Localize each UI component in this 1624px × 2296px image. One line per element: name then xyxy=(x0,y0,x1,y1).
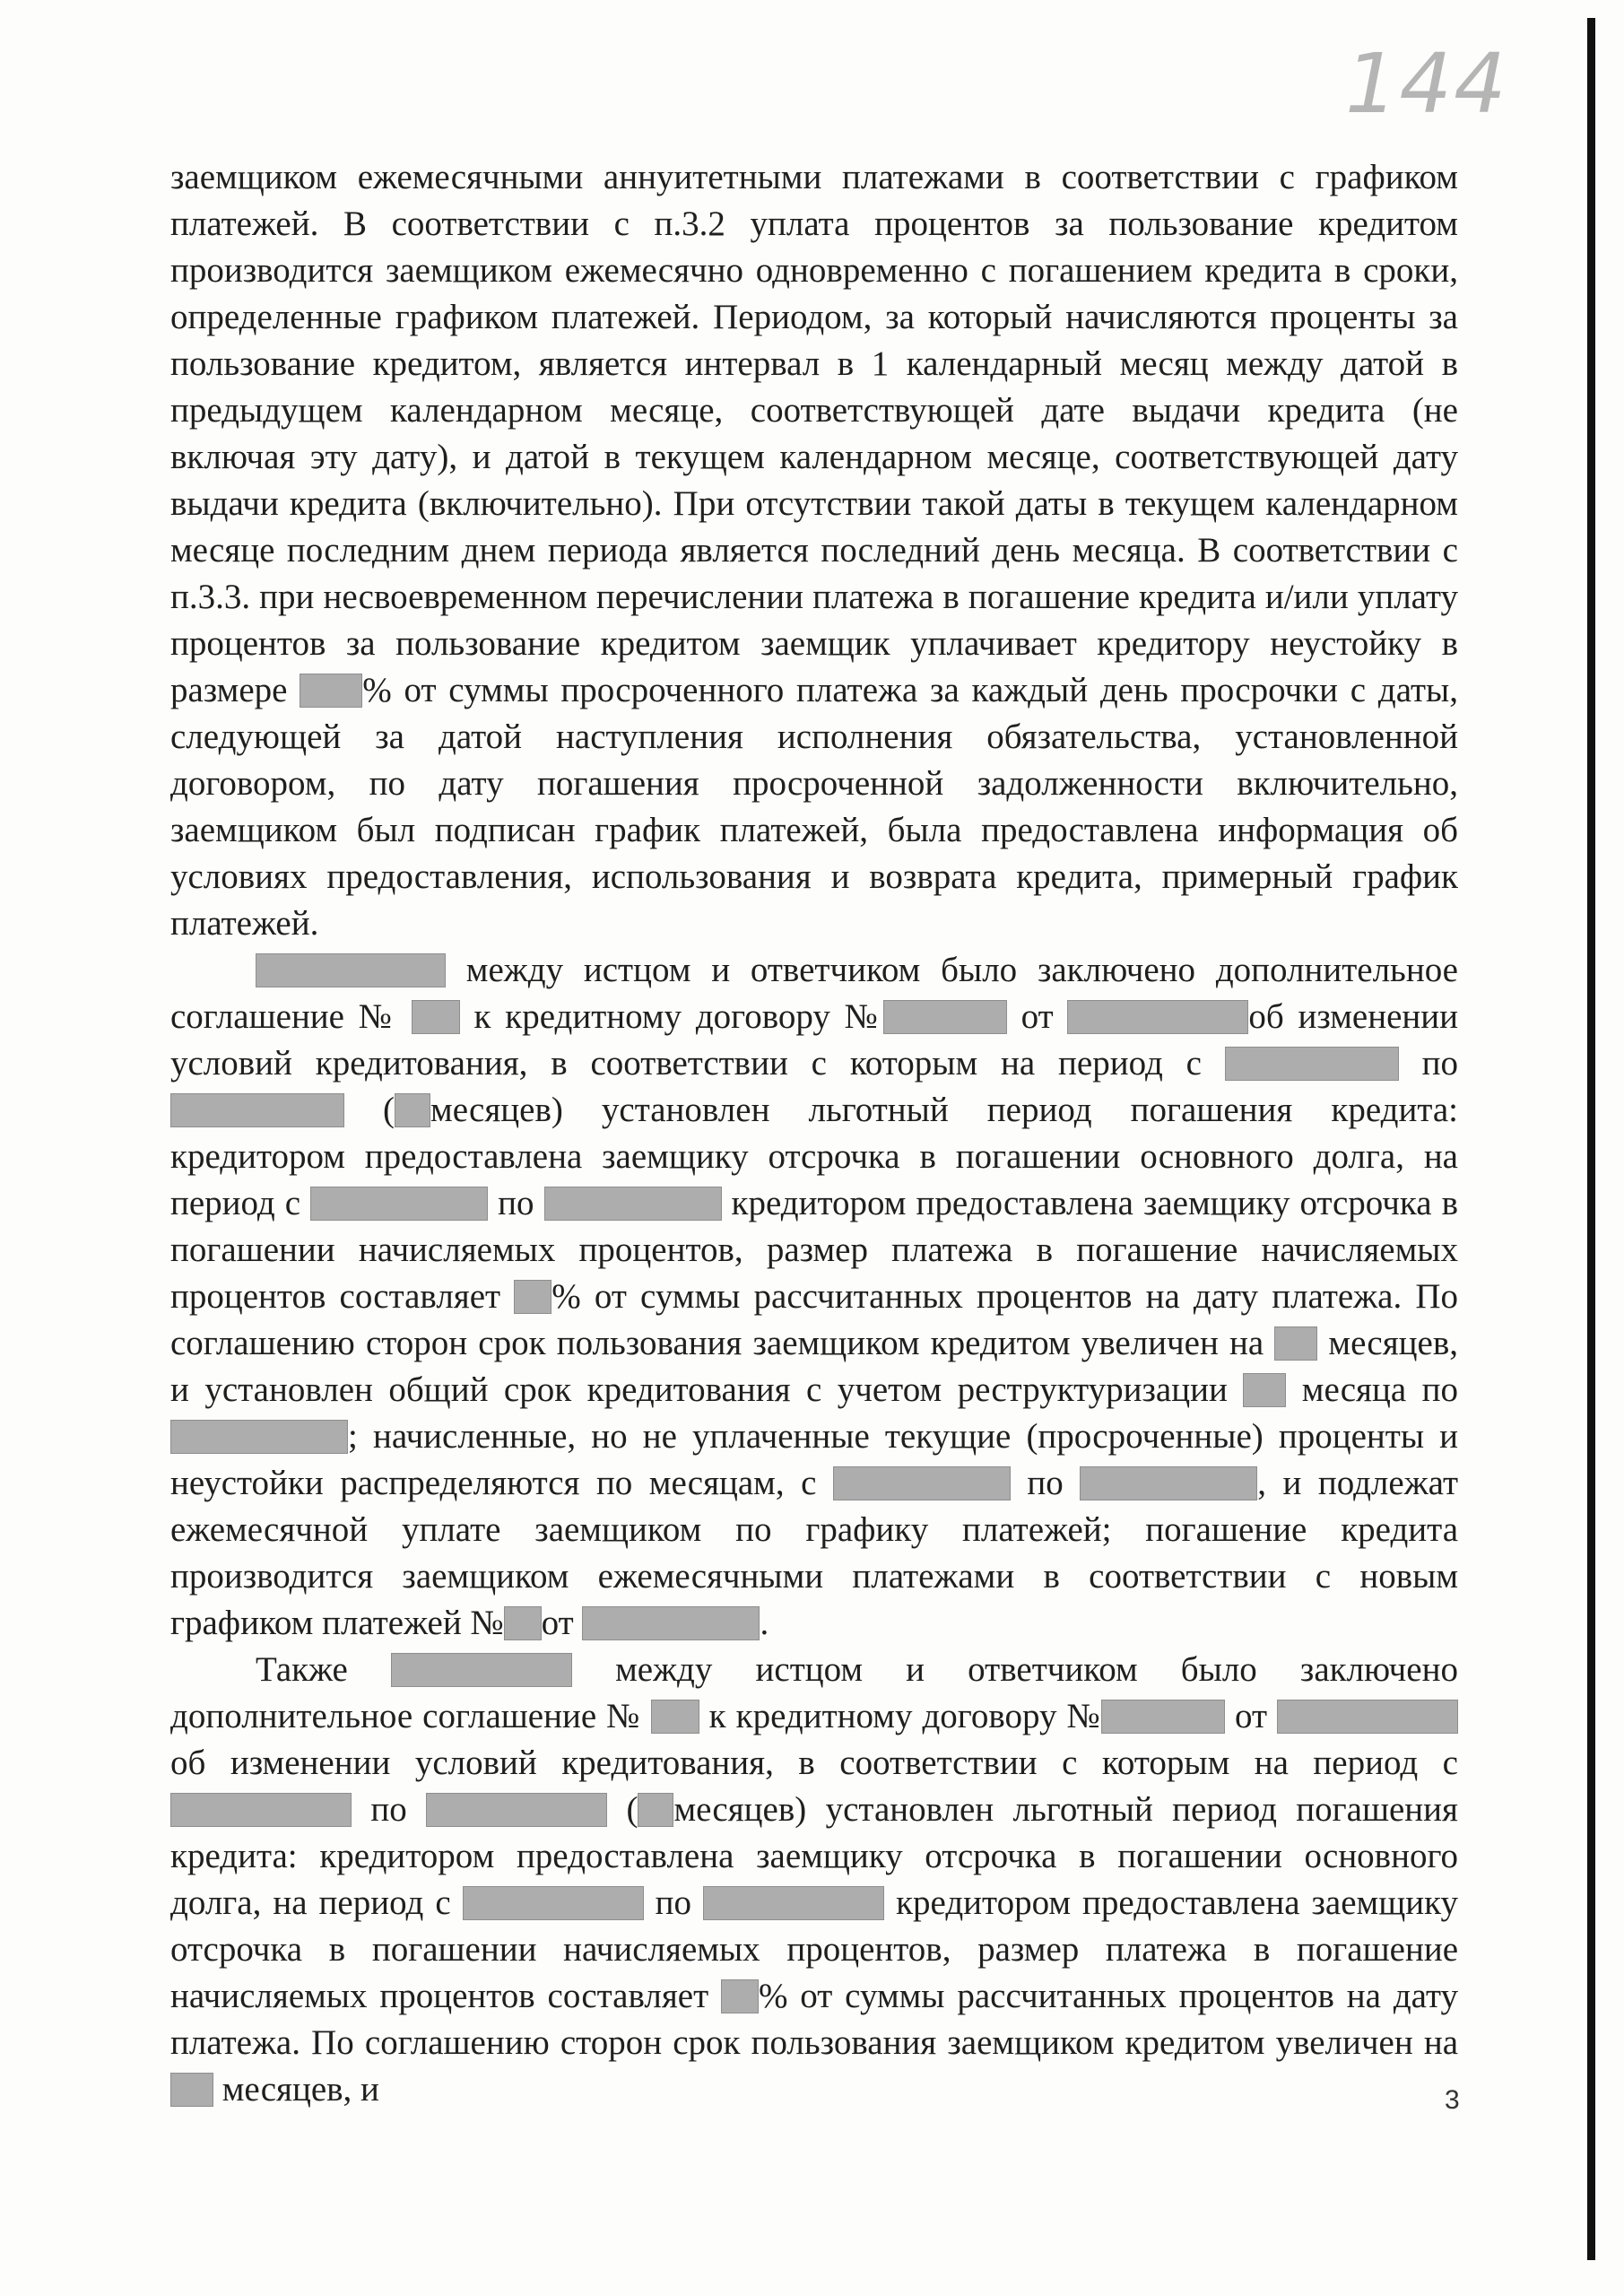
paragraph-text: кредитором предоставлена заемщику отсрочка в погашении начисляемых процентов, размер платежа в погашение начисляемых процентов составляет xyxy=(170,1883,1459,2015)
redaction-block xyxy=(391,1653,572,1687)
handwritten-page-mark: 144 xyxy=(1345,36,1508,132)
paragraph-text: между истцом и ответчиком было заключено дополнительное соглашение № xyxy=(170,1650,1458,1735)
redaction-block xyxy=(463,1886,644,1920)
redaction-block xyxy=(1225,1047,1399,1081)
redaction-block xyxy=(544,1187,722,1221)
paragraph-text: к кредитному договору № xyxy=(699,1697,1101,1735)
paragraph-text: ( xyxy=(607,1790,638,1829)
paragraph-text: заемщиком ежемесячными аннуитетными платежами в соответствии с графиком платежей. В соответствии с п.3.2 уплата процентов за пользование кредитом производится заемщиком ежемесячно одновременно с погашением кредита в сроки, определенные графиком платежей. Периодом, за который начисляются проценты за пользование кредитом, является интервал в 1 календарный месяц между датой в предыдущем календарном месяце, соответствующей дате выдачи кредита (не включая эту дату), и датой в текущем календарном месяце, соответствующей дату выдачи кредита (включительно). При отсутствии такой даты в текущем календарном месяце последним днем периода является последний день месяца. В соответствии с п.3.3. при несвоевременном перечислении платежа в погашение кредита и/или уплату процентов за пользование кредитом заемщик уплачивает кредитору неустойку в размере xyxy=(170,158,1458,709)
paragraph-text: % от суммы рассчитанных процентов на дату платежа. По соглашению сторон срок пользования заемщиком кредитом увеличен на xyxy=(170,1277,1458,1362)
paragraph-text: от xyxy=(541,1604,583,1642)
paragraph-text: кредитором предоставлена заемщику отсрочка в погашении начисляемых процентов, размер платежа в погашение начисляемых процентов составляет xyxy=(170,1184,1458,1316)
paragraph xyxy=(170,947,1458,1647)
redaction-block xyxy=(638,1793,673,1827)
paragraph-text: месяцев) установлен льготный период погашения кредита: кредитором предоставлена заемщику отсрочка в погашении основного долга, на период с xyxy=(170,1790,1458,1922)
redaction-block xyxy=(504,1606,542,1640)
redaction-block xyxy=(651,1700,699,1734)
redaction-block xyxy=(1243,1373,1286,1407)
paragraph-text: по xyxy=(488,1184,544,1222)
paragraph-text: по xyxy=(1010,1464,1081,1502)
paragraph-text: месяца по xyxy=(1286,1370,1458,1409)
paragraph xyxy=(170,154,1458,947)
paragraph-text: месяцев) установлен льготный период погашения кредита: кредитором предоставлена заемщику отсрочка в погашении основного долга, на период с xyxy=(170,1091,1458,1222)
redaction-block xyxy=(170,2073,213,2107)
redaction-block xyxy=(395,1093,430,1127)
paragraph-text: по xyxy=(643,1883,704,1922)
paragraph-text: к кредитному договору № xyxy=(459,997,883,1036)
redaction-block xyxy=(1274,1326,1317,1361)
redaction-block xyxy=(256,953,446,987)
redaction-block xyxy=(170,1793,352,1827)
paragraph-text: от xyxy=(1006,997,1068,1036)
redaction-block xyxy=(170,1093,344,1127)
paragraph-text: об изменении условий кредитования, в соответствии с которым на период с xyxy=(170,997,1459,1083)
paragraph xyxy=(170,1647,1458,2113)
paragraph-text: ; начисленные, но не уплаченные текущие (просроченные) проценты и неустойки распределяются по месяцам, с xyxy=(170,1417,1458,1502)
redaction-block xyxy=(721,1979,759,2013)
paragraph-text: от xyxy=(1224,1697,1278,1735)
redaction-block xyxy=(1277,1700,1458,1734)
redaction-block xyxy=(1080,1466,1257,1500)
redaction-block xyxy=(1067,1000,1248,1034)
paragraph-text: % от суммы просроченного платежа за каждый день просрочки с даты, следующей за датой наступления исполнения обязательства, установленной договором, по дату погашения просроченной задолженности включительно, заемщиком был подписан график платежей, была предоставлена информация об условиях предоставления, использования и возврата кредита, примерный график платежей. xyxy=(170,671,1458,943)
redaction-block xyxy=(703,1886,884,1920)
redaction-block xyxy=(514,1280,551,1314)
redaction-block xyxy=(426,1793,607,1827)
paragraph-text: . xyxy=(760,1604,769,1642)
paragraph-text: ( xyxy=(344,1091,395,1129)
redaction-block xyxy=(833,1466,1011,1500)
paragraph-text: месяцев, и xyxy=(213,2070,379,2109)
paragraph-text: по xyxy=(352,1790,427,1829)
paragraph-text: месяцев, и установлен общий срок кредитования с учетом реструктуризации xyxy=(170,1324,1458,1409)
redaction-block xyxy=(883,1000,1007,1034)
page-number: 3 xyxy=(1445,2085,1460,2115)
document-body xyxy=(170,154,1458,2113)
page-edge-shadow xyxy=(1587,18,1595,2260)
paragraph-text: об изменении условий кредитования, в соответствии с которым на период с xyxy=(170,1744,1458,1782)
paragraph-text: между истцом и ответчиком было заключено дополнительное соглашение № xyxy=(170,951,1458,1036)
paragraph-text: по xyxy=(1398,1044,1459,1083)
redaction-block xyxy=(310,1187,488,1221)
paragraph-text: , и подлежат ежемесячной уплате заемщиком по графику платежей; погашение кредита производится заемщиком ежемесячными платежами в соответствии с новым графиком платежей № xyxy=(170,1464,1458,1642)
redaction-block xyxy=(412,1000,460,1034)
redaction-block xyxy=(300,674,362,708)
redaction-block xyxy=(170,1420,348,1454)
redaction-block xyxy=(1101,1700,1225,1734)
paragraph-text: Также xyxy=(256,1650,391,1689)
redaction-block xyxy=(582,1606,760,1640)
paragraph-text: % от суммы рассчитанных процентов на дату платежа. По соглашению сторон срок пользования заемщиком кредитом увеличен на xyxy=(170,1977,1458,2062)
